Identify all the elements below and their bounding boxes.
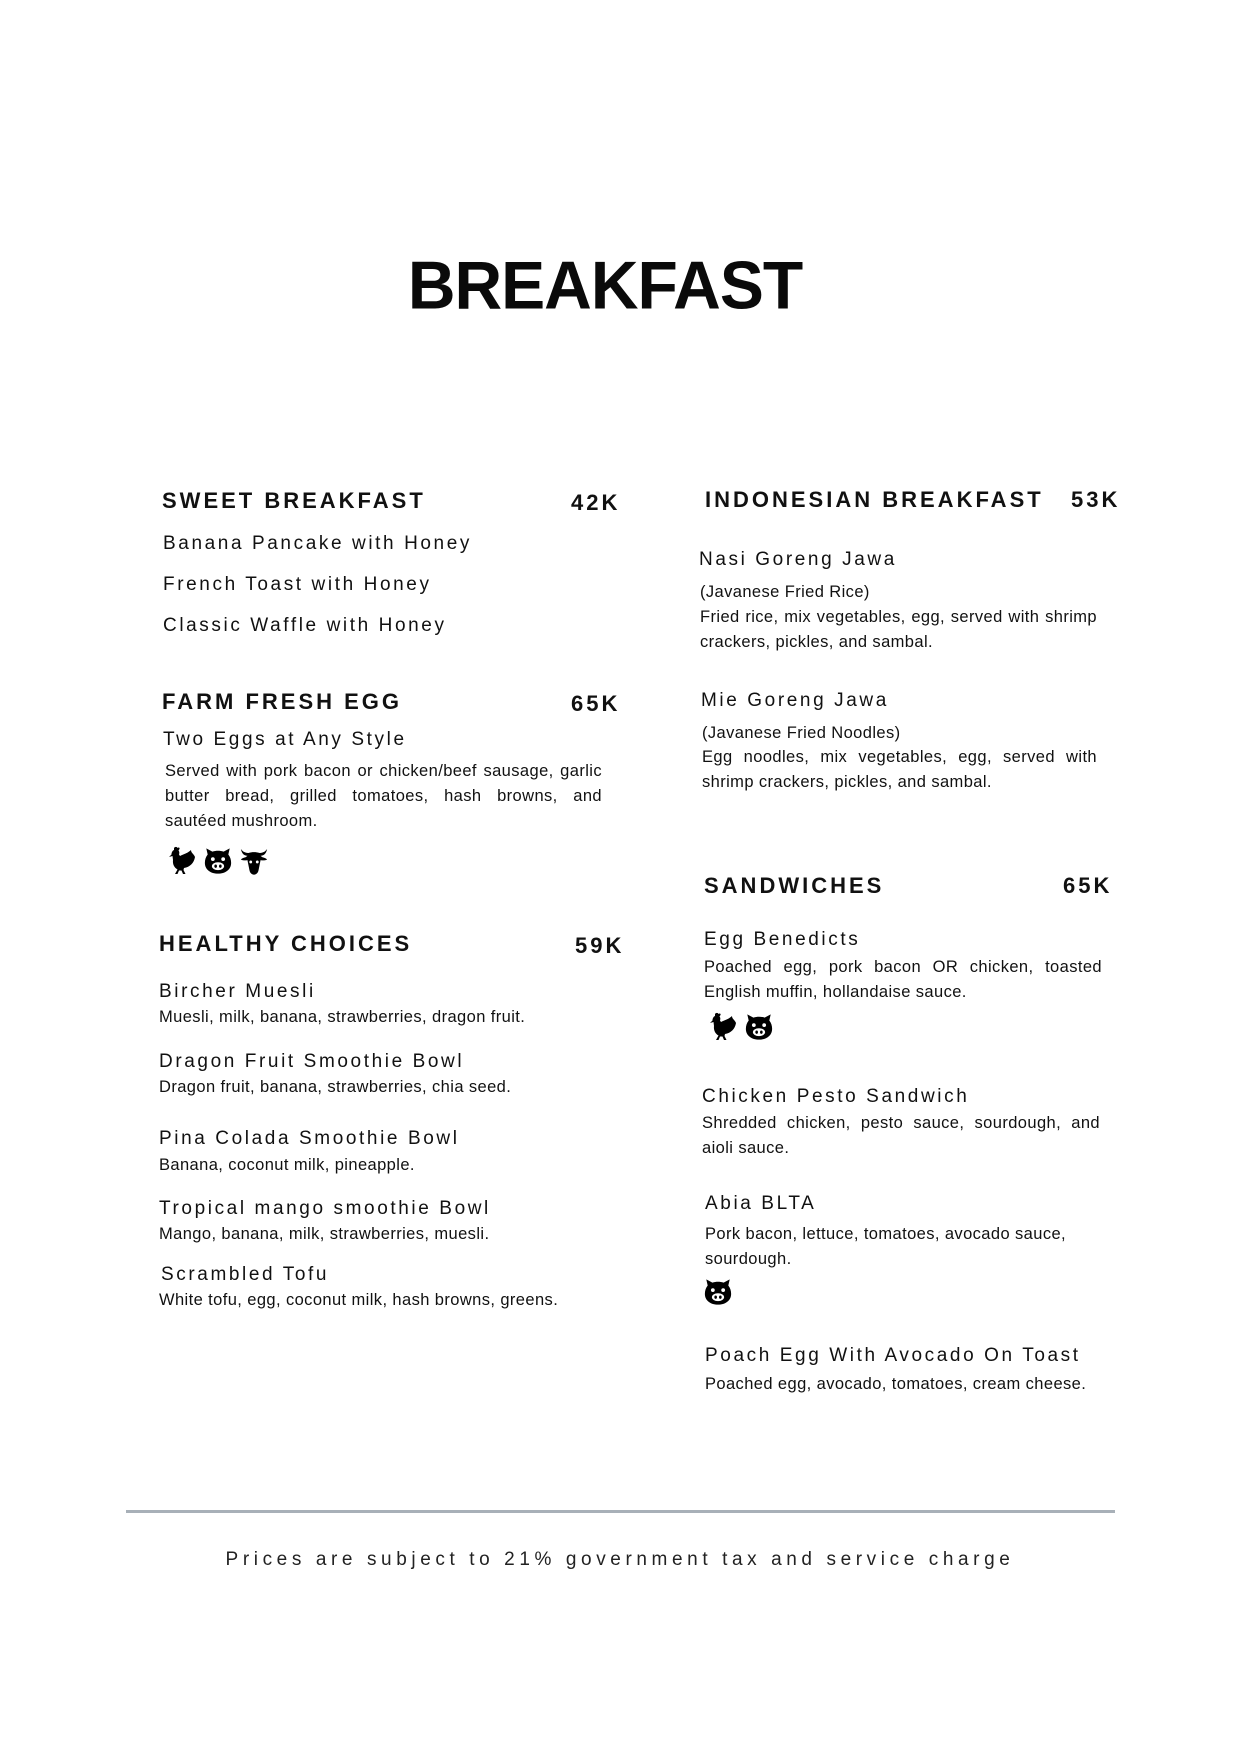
menu-item: Poach Egg With Avocado On Toast [705, 1345, 1081, 1366]
menu-item: Classic Waffle with Honey [163, 615, 447, 636]
menu-item: Tropical mango smoothie Bowl [159, 1198, 491, 1219]
section-price: 42K [571, 490, 621, 515]
section-price: 65K [1063, 873, 1113, 898]
item-description: Fried rice, mix vegetables, egg, served with shrimp crackers, pickles, and sambal. [700, 608, 1097, 651]
menu-item: Abia BLTA [705, 1193, 817, 1214]
item-description: Poached egg, pork bacon OR chicken, toasted English muffin, hollandaise sauce. [704, 958, 1102, 1001]
item-description: Dragon fruit, banana, strawberries, chia seed. [159, 1078, 512, 1096]
footer-divider [126, 1510, 1115, 1513]
menu-item: Scrambled Tofu [161, 1264, 330, 1285]
item-description: Muesli, milk, banana, strawberries, dragon fruit. [159, 1008, 526, 1026]
item-description: Mango, banana, milk, strawberries, muesli. [159, 1225, 490, 1243]
menu-item: Two Eggs at Any Style [163, 729, 407, 750]
section-price: 53K [1071, 487, 1121, 512]
pig-icon [744, 1012, 774, 1042]
section-heading: HEALTHY CHOICES [159, 931, 413, 956]
pig-icon [703, 1277, 733, 1307]
chicken-icon [706, 1011, 738, 1043]
cow-icon [239, 846, 269, 876]
dietary-icons [706, 1011, 774, 1043]
menu-item: Mie Goreng Jawa [701, 690, 889, 711]
dietary-icons [703, 1277, 733, 1307]
section-heading: SANDWICHES [704, 873, 885, 898]
section-price: 65K [571, 691, 621, 716]
page-title: BREAKFAST [407, 247, 803, 323]
menu-item: Bircher Muesli [159, 981, 316, 1002]
pig-icon [203, 846, 233, 876]
menu-item: French Toast with Honey [163, 574, 432, 595]
menu-item: Dragon Fruit Smoothie Bowl [159, 1051, 465, 1072]
footer-note: Prices are subject to 21% government tax and service charge [225, 1549, 1015, 1570]
item-subtitle: (Javanese Fried Rice) [700, 583, 870, 601]
item-description: Poached egg, avocado, tomatoes, cream cheese. [705, 1375, 1087, 1393]
section-heading: FARM FRESH EGG [162, 689, 403, 714]
menu-item: Pina Colada Smoothie Bowl [159, 1128, 460, 1149]
section-heading: SWEET BREAKFAST [162, 488, 426, 513]
menu-item: Banana Pancake with Honey [163, 533, 472, 554]
item-description: White tofu, egg, coconut milk, hash browns, greens. [159, 1291, 559, 1309]
item-description: Banana, coconut milk, pineapple. [159, 1156, 415, 1174]
chicken-icon [165, 845, 197, 877]
menu-item: Chicken Pesto Sandwich [702, 1086, 970, 1107]
item-subtitle: (Javanese Fried Noodles) [702, 724, 901, 742]
section-price: 59K [575, 933, 625, 958]
section-heading: INDONESIAN BREAKFAST [705, 487, 1044, 512]
dietary-icons [165, 845, 269, 877]
menu-item: Nasi Goreng Jawa [699, 549, 897, 570]
item-description: Served with pork bacon or chicken/beef sausage, garlic butter bread, grilled tomatoes, hash browns, and sautéed mushroom. [165, 762, 602, 830]
item-description: Egg noodles, mix vegetables, egg, served with shrimp crackers, pickles, and sambal. [702, 748, 1097, 791]
item-description: Shredded chicken, pesto sauce, sourdough, and aioli sauce. [702, 1114, 1100, 1157]
menu-item: Egg Benedicts [704, 929, 861, 950]
item-description: Pork bacon, lettuce, tomatoes, avocado sauce, sourdough. [705, 1225, 1067, 1268]
